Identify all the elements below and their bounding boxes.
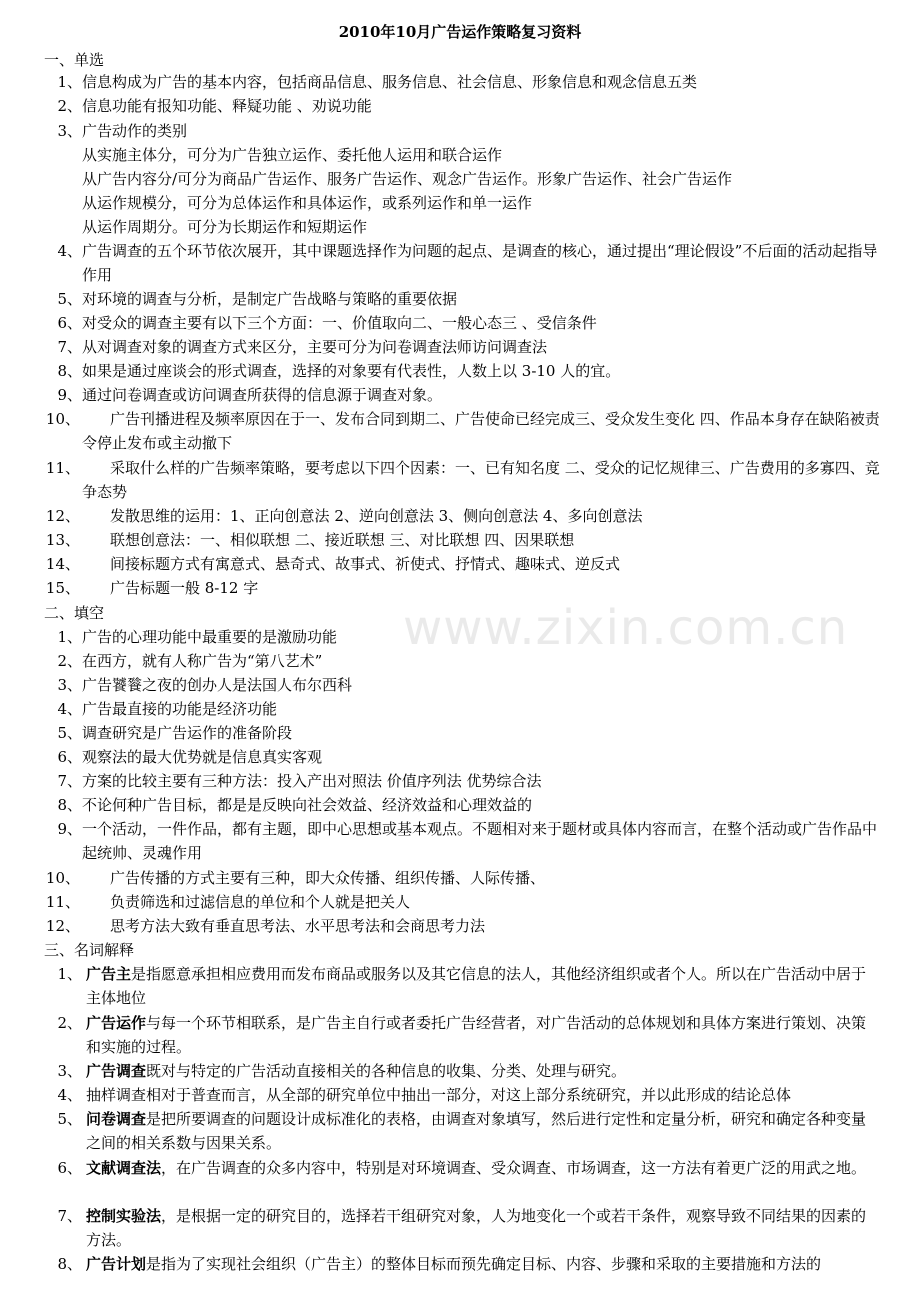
list-item (44, 456, 880, 504)
list-item (44, 1083, 880, 1107)
item-number: 15、 (45, 579, 80, 597)
term-definition: 是指愿意承担相应费用而发布商品或服务以及其它信息的法人，其他经济组织或者个人。所以在广告活动中居于主体地位 (86, 965, 867, 1007)
term-keyword: 问卷调查 (86, 1110, 147, 1128)
item-number: 4、 (57, 700, 82, 718)
list-item (44, 697, 880, 721)
item-text: 广告传播的方式主要有三种，即大众传播、组织传播、人际传播、 (110, 869, 546, 887)
item-text: 不论何种广告目标，都是是反映向社会效益、经济效益和心理效益的 (82, 796, 533, 814)
item-number: 7、 (57, 772, 82, 790)
term-definition: 是指为了实现社会组织（广告主）的整体目标而预先确定目标、内容、步骤和采取的主要措施和方法的 (146, 1255, 822, 1273)
item-number: 3、 (57, 1062, 82, 1080)
list-item (44, 383, 880, 407)
item-text: 从对调查对象的调查方式来区分，主要可分为问卷调查法师访问调查法 (82, 338, 548, 356)
list-item (44, 311, 880, 335)
item-number: 13、 (45, 531, 80, 549)
item-number: 4、 (57, 1086, 82, 1104)
term-definition: 与每一个环节相联系，是广告主自行或者委托广告经营者，对广告活动的总体规划和具体方案进行策划、决策和实施的过程。 (86, 1014, 867, 1056)
item-text: 在西方，就有人称广告为“第八艺术” (82, 652, 323, 670)
item-text: 联想创意法：一、相似联想 二、接近联想 三、对比联想 四、因果联想 (110, 531, 575, 549)
list-item (44, 769, 880, 793)
list-item (44, 673, 880, 697)
term-definition: 抽样调查相对于普查而言，从全部的研究单位中抽出一部分，对这上部分系统研究，并以此形成的结论总体 (86, 1086, 792, 1104)
list-item (44, 1059, 880, 1083)
list-item (44, 1156, 880, 1180)
item-text: 对环境的调查与分析，是制定广告战略与策略的重要依据 (82, 290, 458, 308)
list-item (44, 1107, 880, 1155)
item-text: 信息构成为广告的基本内容，包括商品信息、服务信息、社会信息、形象信息和观念信息五类 (82, 73, 698, 91)
item-text: 广告标题一般 8-12 字 (110, 579, 259, 597)
item-text: 负责筛选和过滤信息的单位和个人就是把关人 (110, 893, 411, 911)
item-text: 广告动作的类别 (82, 122, 188, 140)
watermark: www.zixin.com.cn (403, 600, 849, 656)
item-number: 2、 (57, 97, 82, 115)
list-item (44, 1011, 880, 1059)
section-heading-fill-blank: 二、填空 (44, 604, 105, 622)
list-item (44, 576, 880, 600)
item-number: 6、 (57, 314, 82, 332)
item-number: 1、 (57, 628, 82, 646)
item-text: 广告刊播进程及频率原因在于一、发布合同到期二、广告使命已经完成三、受众发生变化 四、作品本身存在缺陷被责令停止发布或主动撤下 (82, 410, 880, 452)
page-title: 2010年10月广告运作策略复习资料 (338, 23, 582, 41)
item-number: 5、 (57, 290, 82, 308)
item-text: 一个活动，一件作品，都有主题，即中心思想或基本观点。不题相对来于题材或具体内容而言，在整个活动或广告作品中起统帅、灵魂作用 (82, 820, 878, 862)
list-item (44, 914, 880, 938)
term-keyword: 广告主 (86, 965, 132, 983)
sub-item: 从广告内容分/可分为商品广告运作、服务广告运作、观念广告运作。形象广告运作、社会广告运作 (82, 170, 733, 188)
item-text: 广告的心理功能中最重要的是激励功能 (82, 628, 338, 646)
list-item (44, 793, 880, 817)
item-number: 8、 (57, 796, 82, 814)
list-item (44, 817, 880, 865)
list-item (44, 287, 880, 311)
sub-item: 从运作周期分。可分为长期运作和短期运作 (82, 218, 368, 236)
list-item (44, 504, 880, 528)
list-item (44, 962, 880, 1010)
list-item (44, 890, 880, 914)
item-number: 1、 (57, 73, 82, 91)
list-item (44, 1204, 880, 1252)
item-number: 3、 (57, 122, 82, 140)
list-item (44, 649, 880, 673)
list-item (44, 528, 880, 552)
term-keyword: 广告调查 (86, 1062, 147, 1080)
term-keyword: 控制实验法 (86, 1207, 162, 1225)
list-item (44, 866, 880, 890)
item-number: 2、 (57, 652, 82, 670)
item-text: 广告调查的五个环节依次展开，其中课题选择作为问题的起点、是调查的核心，通过提出“理论假设”不后面的活动起指导作用 (82, 242, 878, 284)
item-number: 1、 (57, 965, 82, 983)
item-number: 7、 (57, 338, 82, 356)
item-number: 12、 (45, 917, 80, 935)
term-definition: 是把所要调查的问题设计成标准化的表格，由调查对象填写，然后进行定性和定量分析，研究和确定各种变量之间的相关系数与因果关系。 (86, 1110, 867, 1152)
sub-item: 从实施主体分，可分为广告独立运作、委托他人运用和联合运作 (82, 146, 503, 164)
term-definition: 既对与特定的广告活动直接相关的各种信息的收集、分类、处理与研究。 (146, 1062, 627, 1080)
item-number: 8、 (57, 1255, 82, 1273)
sub-item: 从运作规模分，可分为总体运作和具体运作，或系列运作和单一运作 (82, 194, 533, 212)
item-text: 发散思维的运用：1、正向创意法 2、逆向创意法 3、侧向创意法 4、多向创意法 (110, 507, 643, 525)
item-number: 14、 (45, 555, 80, 573)
item-number: 6、 (57, 748, 82, 766)
list-item (44, 552, 880, 576)
item-number: 10、 (45, 410, 80, 428)
item-number: 4、 (57, 242, 82, 260)
term-keyword: 文献调查法 (86, 1159, 162, 1177)
item-number: 2、 (57, 1014, 82, 1032)
item-text: 采取什么样的广告频率策略，要考虑以下四个因素：一、已有知名度 二、受众的记忆规律三、广告费用的多寡四、竞争态势 (82, 459, 880, 501)
section-heading-term-definitions: 三、名词解释 (44, 941, 135, 959)
item-text: 广告饕餮之夜的创办人是法国人布尔西科 (82, 676, 353, 694)
list-item (44, 1252, 880, 1300)
item-text: 间接标题方式有寓意式、悬奇式、故事式、祈使式、抒情式、趣味式、逆反式 (110, 555, 621, 573)
item-number: 5、 (57, 1110, 82, 1128)
item-number: 11、 (45, 893, 80, 911)
item-number: 11、 (45, 459, 80, 477)
item-number: 10、 (45, 869, 80, 887)
term-keyword: 广告运作 (86, 1014, 147, 1032)
list-item (44, 359, 880, 383)
item-number: 8、 (57, 362, 82, 380)
item-text: 方案的比较主要有三种方法：投入产出对照法 价值序列法 优势综合法 (82, 772, 542, 790)
item-number: 7、 (57, 1207, 82, 1225)
term-definition: ，是根据一定的研究目的，选择若干组研究对象，人为地变化一个或若干条件，观察导致不同结果的因素的方法。 (86, 1207, 867, 1249)
item-text: 通过问卷调查或访问调查所获得的信息源于调查对象。 (82, 386, 443, 404)
list-item (44, 407, 880, 455)
list-item (44, 94, 880, 118)
item-number: 12、 (45, 507, 80, 525)
item-text: 信息功能有报知功能、释疑功能 、劝说功能 (82, 97, 372, 115)
list-item (44, 70, 880, 94)
list-item (44, 745, 880, 769)
item-text: 调查研究是广告运作的准备阶段 (82, 724, 293, 742)
item-text: 思考方法大致有垂直思考法、水平思考法和会商思考力法 (110, 917, 486, 935)
list-item (44, 119, 880, 143)
item-text: 观察法的最大优势就是信息真实客观 (82, 748, 323, 766)
list-item (44, 721, 880, 745)
item-number: 9、 (57, 820, 82, 838)
list-item (44, 239, 880, 287)
section-heading-single-choice: 一、单选 (44, 51, 105, 69)
item-text: 如果是通过座谈会的形式调查，选择的对象要有代表性，人数上以 3-10 人的宜。 (82, 362, 621, 380)
list-item (44, 335, 880, 359)
item-text: 广告最直接的功能是经济功能 (82, 700, 278, 718)
term-definition: ，在广告调查的众多内容中，特别是对环境调查、受众调查、市场调查，这一方法有着更广泛的用武之地。 (161, 1159, 867, 1177)
item-text: 对受众的调查主要有以下三个方面：一、价值取向二、一般心态三 、受信条件 (82, 314, 597, 332)
item-number: 6、 (57, 1159, 82, 1177)
term-keyword: 广告计划 (86, 1255, 147, 1273)
list-item (44, 625, 880, 649)
item-number: 3、 (57, 676, 82, 694)
item-number: 5、 (57, 724, 82, 742)
item-number: 9、 (57, 386, 82, 404)
